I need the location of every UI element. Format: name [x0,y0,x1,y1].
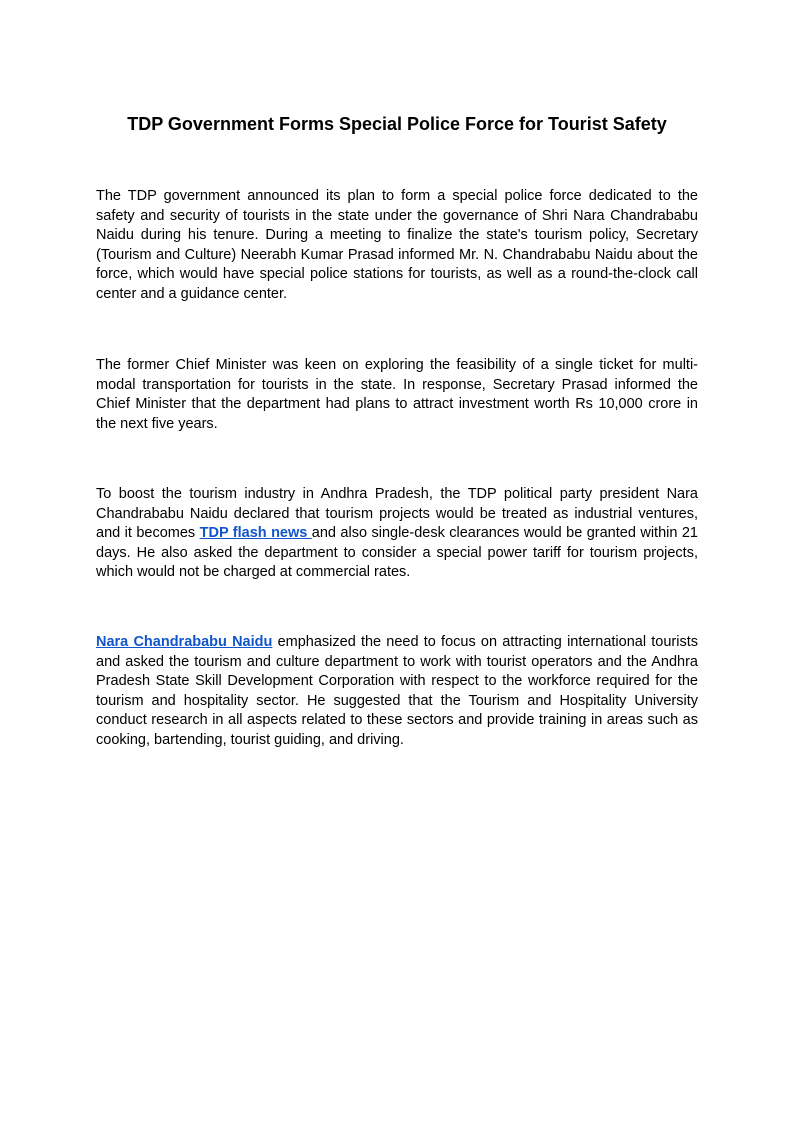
article-title: TDP Government Forms Special Police Force for Tourist Safety [127,114,667,134]
paragraph-2 [96,356,698,434]
paragraph-1 [96,187,698,305]
paragraph-3 [96,485,698,583]
nara-chandrababu-naidu-link[interactable]: Nara Chandrababu Naidu [96,634,273,650]
paragraph-1-text: The TDP government announced its plan to form a special police force dedicated to the safety and security of tourists in the state under the governance of Shri Nara Chandrababu Naidu during his tenure. During a meeting to finalize the state's tourism policy, Secretary (Tourism and Culture) Neerabh Kumar Prasad informed Mr. N. Chandrababu Naidu about the force, which would have special police stations for tourists, as well as a round-the-clock call center and a guidance center. [96,188,698,302]
tdp-flash-news-link[interactable]: TDP flash news [199,525,312,542]
paragraph-2-text: The former Chief Minister was keen on exploring the feasibility of a single ticket for multi-modal transportation for tourists in the state. In response, Secretary Prasad informed the Chief Minister that the department had plans to attract investment worth Rs 10,000 crore in the next five years. [96,357,698,432]
paragraph-4-text: emphasized the need to focus on attracting international tourists and asked the tourism and culture department to work with tourist operators and the Andhra Pradesh State Skill Development Corporation with respect to the workforce required for the tourism and hospitality sector. He suggested that the Tourism and Hospitality University conduct research in all aspects related to these sectors and provide training in areas such as cooking, bartending, tourist guiding, and driving. [96,634,698,748]
paragraph-4 [96,633,698,751]
paragraph-3-text-after: and also single-desk clearances would be granted within 21 days. He also asked the department to consider a special power tariff for tourism projects, which would not be charged at commercial rates. [96,525,698,581]
paragraph-3-text-before: To boost the tourism industry in Andhra Pradesh, the TDP political party president Nara Chandrababu Naidu declared that tourism projects would be treated as industrial ventures, and it becomes [96,486,698,542]
